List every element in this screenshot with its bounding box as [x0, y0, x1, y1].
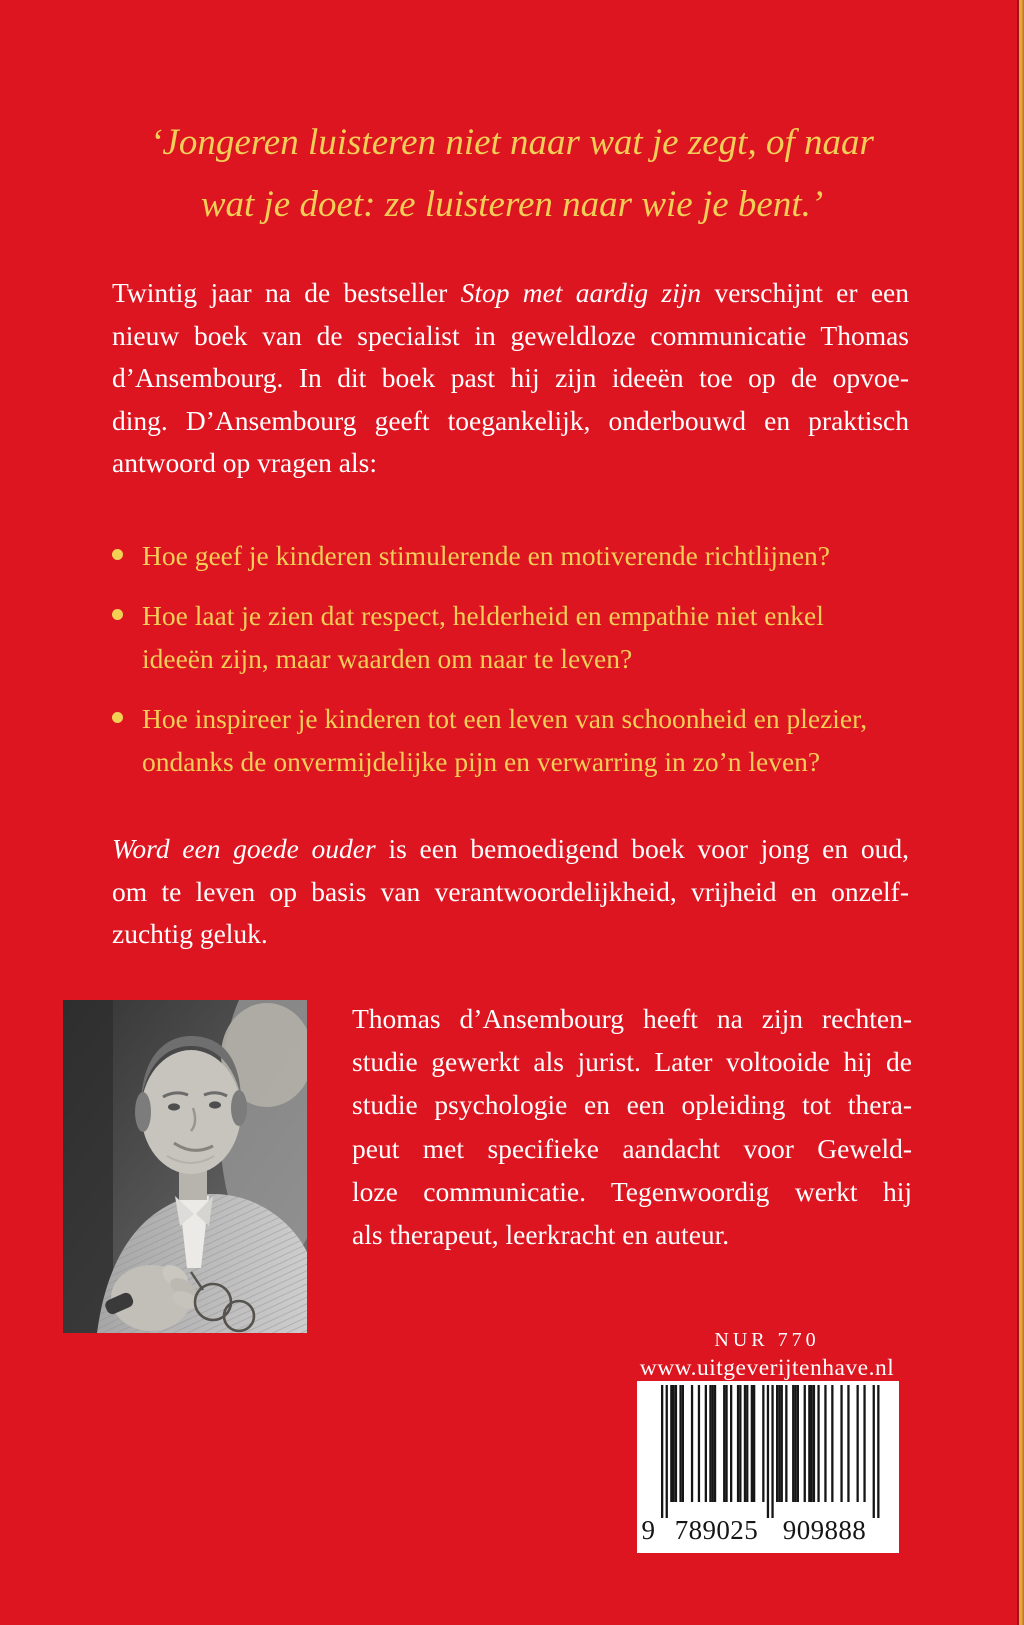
- bullet-icon: [112, 609, 142, 620]
- author-bio: Thomas d’Ansembourg heeft na zijn rechten- studie gewerkt als jurist. Later voltooide hij de studie psychologie en een opleiding tot thera- peut met specifieke aandacht voor Geweld- loze communicatie. Tegenwoordig werkt hij als therapeut, leerkracht en auteur.: [352, 1003, 912, 1251]
- author-portrait-photo: [63, 1000, 307, 1333]
- publisher-website: www.uitgeverijtenhave.nl: [639, 1355, 895, 1381]
- list-item: [112, 534, 912, 577]
- barcode-svg: [637, 1381, 899, 1553]
- bullet-icon: [112, 549, 142, 560]
- cover-quote: ‘Jongeren luisteren niet naar wat je zegt, of naar wat je doet: ze luisteren naar wie je bent.’: [150, 122, 874, 225]
- svg-text:789025: 789025: [674, 1515, 758, 1545]
- page-edge-strip: [1017, 0, 1024, 1625]
- bullet-text: Hoe geef je kinderen stimulerende en motiverende richtlijnen?: [142, 540, 830, 571]
- bullet-icon: [112, 712, 142, 723]
- svg-text:9: 9: [641, 1515, 655, 1545]
- list-item: [112, 594, 912, 680]
- closing-paragraph: Word een goede ouder is een bemoedigend boek voor jong en oud, om te leven op basis van verantwoordelijkheid, vrijheid en onzelf- zuchtig geluk.: [112, 833, 909, 949]
- question-list: [112, 534, 912, 800]
- svg-text:909888: 909888: [782, 1515, 866, 1545]
- bullet-text: Hoe laat je zien dat respect, helderheid en empathie niet enkel ideeën zijn, maar waarden om naar te leven?: [142, 600, 824, 674]
- nur-code: NUR 770: [714, 1329, 820, 1351]
- isbn-barcode: [637, 1381, 899, 1553]
- intro-paragraph: Twintig jaar na de bestseller Stop met aardig zijn verschijnt er een nieuw boek van de specialist in geweldloze communicatie Thomas d’Ansembourg. In dit boek past hij zijn ideeën toe op de opvoe- ding. D’Ansembourg geeft toegankelijk, onderbouwd en praktisch antwoord op vragen als:: [112, 277, 910, 478]
- list-item: [112, 697, 912, 783]
- bullet-text: Hoe inspireer je kinderen tot een leven van schoonheid en plezier, ondanks de onvermijdelijke pijn en verwarring in zo’n leven?: [142, 703, 868, 777]
